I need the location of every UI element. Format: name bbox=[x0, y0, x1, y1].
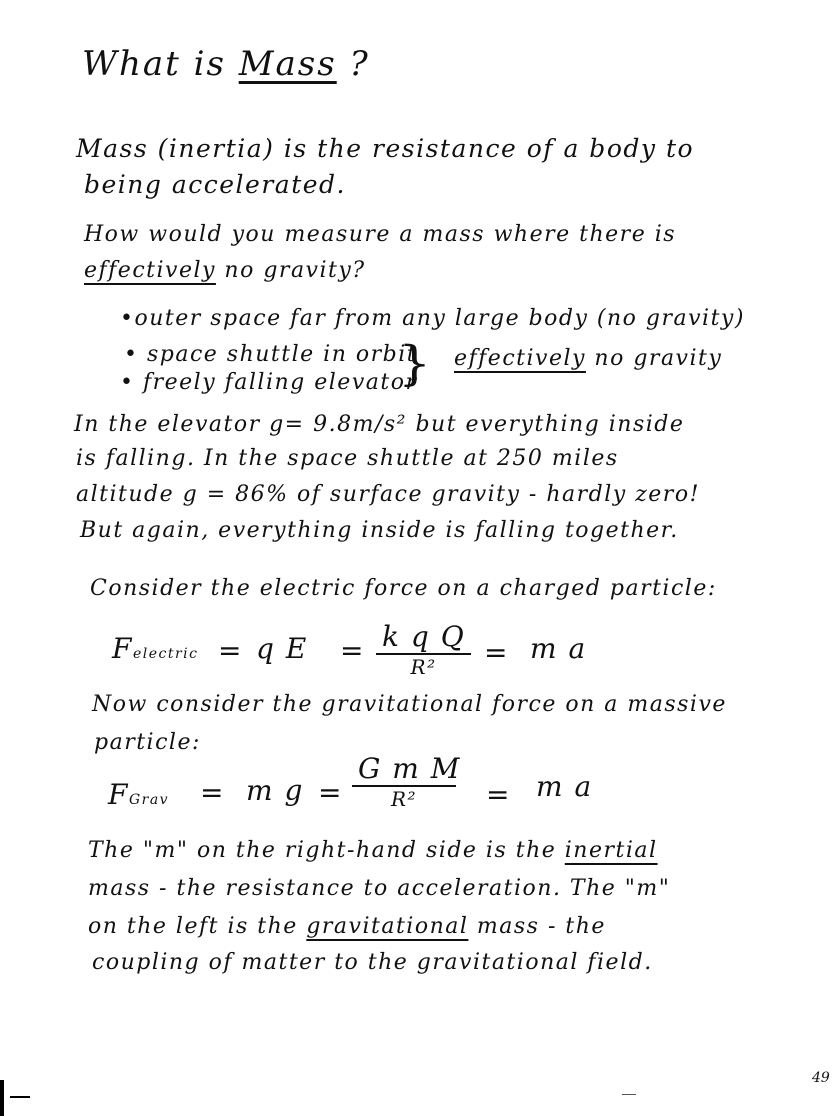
conclusion-line-1-text: The "m" on the right-hand side is the bbox=[88, 838, 565, 863]
grav-eq-3: = bbox=[486, 778, 511, 811]
electric-numerator: k q Q bbox=[376, 620, 471, 655]
bullet-space-shuttle: • space shuttle in orbit bbox=[124, 342, 418, 367]
brace-label bbox=[454, 346, 722, 371]
grav-fraction bbox=[352, 752, 461, 811]
title-suffix: ? bbox=[336, 44, 370, 84]
page-number: 49 bbox=[812, 1070, 830, 1086]
grav-F-letter: F bbox=[108, 778, 129, 811]
grav-eq-2: = bbox=[318, 776, 343, 809]
brace-label-rest: no gravity bbox=[585, 346, 723, 371]
elevator-line-1: In the elevator g= 9.8m/s² but everything inside bbox=[74, 412, 685, 437]
grav-ma: m a bbox=[536, 770, 593, 803]
electric-qE: q E bbox=[256, 632, 308, 665]
question-line-1: How would you measure a mass where there is bbox=[84, 222, 677, 247]
elevator-line-3: altitude g = 86% of surface gravity - hardly zero! bbox=[76, 482, 700, 507]
conclusion-line-3-end: mass - the bbox=[468, 914, 606, 939]
brace-label-effectively: effectively bbox=[454, 346, 586, 371]
conclusion-line-2: mass - the resistance to acceleration. The "m" bbox=[88, 876, 671, 901]
conclusion-line-1 bbox=[88, 838, 658, 863]
electric-fraction bbox=[376, 620, 471, 679]
elevator-line-4: But again, everything inside is falling together. bbox=[80, 518, 679, 543]
grav-mg: m g bbox=[246, 774, 304, 807]
bullet-elevator: • freely falling elevator bbox=[120, 370, 418, 395]
scan-dash-mark bbox=[10, 1096, 30, 1098]
grav-denominator: R² bbox=[390, 787, 418, 811]
grav-eq-1: = bbox=[200, 776, 225, 809]
conclusion-line-4: coupling of matter to the gravitational field. bbox=[92, 950, 653, 975]
grav-intro-2: particle: bbox=[94, 730, 201, 755]
electric-denominator: R² bbox=[410, 655, 437, 679]
conclusion-line-3-text: on the left is the bbox=[88, 914, 307, 939]
definition-line-1: Mass (inertia) is the resistance of a body to bbox=[76, 134, 695, 163]
electric-eq-3: = bbox=[484, 636, 509, 669]
electric-F-letter: F bbox=[112, 632, 133, 665]
brace-symbol: } bbox=[398, 337, 432, 391]
scan-bottom-mark bbox=[622, 1094, 636, 1095]
electric-subscript: electric bbox=[132, 646, 199, 662]
conclusion-line-3 bbox=[88, 914, 606, 939]
gravitational-word: gravitational bbox=[306, 914, 469, 939]
electric-eq-2: = bbox=[340, 634, 365, 667]
inertial-word: inertial bbox=[564, 838, 658, 863]
question-line-2 bbox=[84, 258, 366, 283]
effectively-word: effectively bbox=[84, 258, 216, 283]
grav-intro-1: Now consider the gravitational force on a massive bbox=[92, 692, 727, 717]
question-line-2-rest: no gravity? bbox=[215, 258, 366, 283]
grav-numerator: G m M bbox=[352, 752, 456, 787]
page-title bbox=[82, 44, 370, 84]
definition-line-2: being accelerated. bbox=[84, 170, 346, 199]
electric-F bbox=[112, 632, 198, 665]
bullet-outer-space: •outer space far from any large body (no gravity) bbox=[120, 306, 745, 331]
title-key: Mass bbox=[238, 44, 337, 84]
scan-edge-mark bbox=[0, 1080, 4, 1116]
grav-F bbox=[108, 778, 169, 811]
title-prefix: What is bbox=[82, 44, 239, 84]
elevator-line-2: is falling. In the space shuttle at 250 miles bbox=[76, 446, 619, 471]
grav-subscript: Grav bbox=[128, 792, 170, 808]
electric-eq-1: = bbox=[218, 634, 243, 667]
electric-ma: m a bbox=[530, 632, 587, 665]
electric-intro: Consider the electric force on a charged particle: bbox=[90, 576, 717, 601]
